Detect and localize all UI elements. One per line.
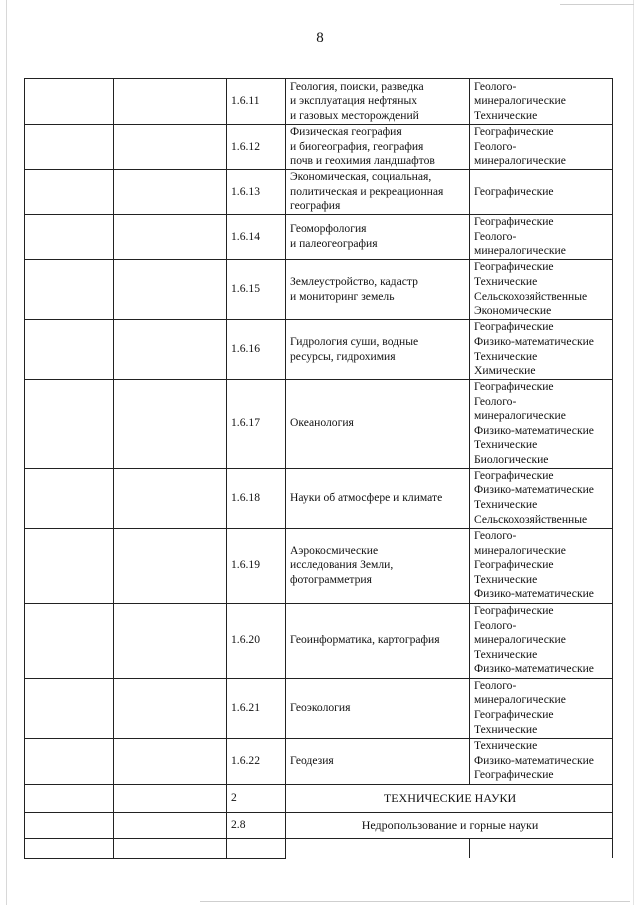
- specialty-name-line: и газовых месторождений: [290, 108, 419, 122]
- empty-cell: [114, 79, 227, 125]
- science-branch: минералогические: [474, 543, 566, 557]
- science-branch: Физико-математические: [474, 587, 594, 601]
- specialty-name: [286, 528, 470, 603]
- science-branch: Физико-математические: [474, 753, 594, 767]
- specialty-name-line: политическая и рекреационная: [290, 184, 444, 198]
- science-branch: Географические: [474, 558, 554, 572]
- specialty-row: [25, 215, 613, 260]
- empty-cell: [25, 528, 114, 603]
- empty-cell: [114, 170, 227, 215]
- trailing-row: [25, 838, 613, 858]
- science-branch: Экономические: [474, 304, 552, 318]
- science-branch: Геолого-: [474, 618, 517, 632]
- specialty-name-line: Экономическая, социальная,: [290, 170, 432, 184]
- science-branch: Технические: [474, 108, 538, 122]
- section-title: ТЕХНИЧЕСКИЕ НАУКИ: [286, 784, 613, 812]
- specialty-row: [25, 603, 613, 678]
- specialty-code: 1.6.12: [227, 125, 286, 170]
- science-branch: Географические: [474, 604, 554, 618]
- specialty-code: 1.6.16: [227, 320, 286, 380]
- specialty-code: 1.6.13: [227, 170, 286, 215]
- science-branch: Географические: [474, 184, 554, 198]
- empty-cell: [25, 320, 114, 380]
- specialty-row: [25, 320, 613, 380]
- subsection-title: Недропользование и горные науки: [286, 812, 613, 838]
- specialty-name: [286, 678, 470, 738]
- science-branch: Географические: [474, 708, 554, 722]
- specialty-name-line: исследования Земли,: [290, 558, 394, 572]
- science-branch: минералогические: [474, 409, 566, 423]
- science-branch: Физико-математические: [474, 662, 594, 676]
- specialty-row: [25, 678, 613, 738]
- specialty-name: [286, 380, 470, 469]
- science-branches: [470, 678, 613, 738]
- specialty-code: 1.6.17: [227, 380, 286, 469]
- science-branch: Технические: [474, 739, 538, 753]
- specialty-name: [286, 170, 470, 215]
- science-branch: Физико-математические: [474, 483, 594, 497]
- science-branches: [470, 125, 613, 170]
- empty-cell: [25, 678, 114, 738]
- specialty-name-line: Геоморфология: [290, 222, 367, 236]
- science-branch: Технические: [474, 647, 538, 661]
- science-branch: Химические: [474, 364, 536, 378]
- science-branch: Биологические: [474, 452, 549, 466]
- science-branch: Технические: [474, 572, 538, 586]
- specialty-name-line: Геология, поиски, разведка: [290, 79, 424, 93]
- science-branches: [470, 603, 613, 678]
- specialty-name-line: и биогеография, география: [290, 139, 424, 153]
- science-branches: [470, 528, 613, 603]
- specialty-name-line: Гидрология суши, водные: [290, 334, 419, 348]
- science-branches: [470, 468, 613, 528]
- specialty-code: 1.6.18: [227, 468, 286, 528]
- science-branch: Геолого-: [474, 529, 517, 543]
- science-branch: Геолого-: [474, 79, 517, 93]
- empty-cell: [25, 838, 114, 858]
- specialty-name-line: Науки об атмосфере и климате: [290, 490, 443, 504]
- specialty-code: 1.6.22: [227, 738, 286, 784]
- specialties-table: [24, 78, 613, 859]
- specialty-name-line: и эксплуатация нефтяных: [290, 94, 418, 108]
- subsection-row: [25, 812, 613, 838]
- empty-cell: [114, 678, 227, 738]
- science-branch: Геолого-: [474, 139, 517, 153]
- empty-cell: [114, 812, 227, 838]
- section-code: 2: [227, 784, 286, 812]
- specialty-name-line: Физическая география: [290, 125, 402, 139]
- empty-cell: [25, 603, 114, 678]
- specialty-name-line: Геоинформатика, картография: [290, 633, 440, 647]
- specialty-name: [286, 603, 470, 678]
- scan-edge-left: [6, 0, 7, 905]
- science-branch: Геолого-: [474, 229, 517, 243]
- science-branches: [470, 738, 613, 784]
- empty-cell: [227, 838, 286, 858]
- empty-cell: [114, 468, 227, 528]
- science-branch: Технические: [474, 498, 538, 512]
- specialty-row: [25, 125, 613, 170]
- empty-cell: [25, 812, 114, 838]
- specialty-row: [25, 79, 613, 125]
- specialty-name-line: фотограмметрия: [290, 572, 372, 586]
- empty-cell: [114, 528, 227, 603]
- science-branches: [470, 170, 613, 215]
- empty-cell: [25, 125, 114, 170]
- specialty-name: [286, 260, 470, 320]
- specialty-name: [286, 79, 470, 125]
- specialty-row: [25, 468, 613, 528]
- science-branch: Технические: [474, 349, 538, 363]
- science-branch: Географические: [474, 215, 554, 229]
- science-branch: Технические: [474, 438, 538, 452]
- empty-cell: [114, 320, 227, 380]
- science-branch: Технические: [474, 722, 538, 736]
- empty-cell: [286, 838, 470, 858]
- specialty-name-line: Геоэкология: [290, 700, 351, 714]
- science-branch: Географические: [474, 768, 554, 782]
- specialty-row: [25, 170, 613, 215]
- science-branch: Технические: [474, 274, 538, 288]
- scan-edge-top: [560, 4, 634, 5]
- empty-cell: [25, 79, 114, 125]
- specialty-name: [286, 738, 470, 784]
- specialty-code: 1.6.15: [227, 260, 286, 320]
- science-branches: [470, 320, 613, 380]
- specialty-code: 1.6.21: [227, 678, 286, 738]
- science-branch: Геолого-: [474, 394, 517, 408]
- scan-edge-right: [633, 0, 634, 905]
- science-branches: [470, 79, 613, 125]
- specialty-code: 1.6.20: [227, 603, 286, 678]
- specialty-name-line: Аэрокосмические: [290, 543, 379, 557]
- science-branch: минералогические: [474, 154, 566, 168]
- specialty-name-line: Геодезия: [290, 753, 334, 767]
- empty-cell: [25, 260, 114, 320]
- specialty-name: [286, 215, 470, 260]
- scan-edge-bottom: [200, 901, 630, 902]
- specialty-row: [25, 260, 613, 320]
- empty-cell: [25, 468, 114, 528]
- science-branch: минералогические: [474, 633, 566, 647]
- science-branch: Географические: [474, 380, 554, 393]
- empty-cell: [114, 125, 227, 170]
- specialty-name-line: ресурсы, гидрохимия: [290, 349, 396, 363]
- specialty-name-line: Землеустройство, кадастр: [290, 274, 418, 288]
- empty-cell: [25, 738, 114, 784]
- specialty-name-line: Океанология: [290, 416, 354, 430]
- science-branch: Физико-математические: [474, 334, 594, 348]
- empty-cell: [114, 260, 227, 320]
- specialty-name: [286, 468, 470, 528]
- specialty-name-line: и палеогеография: [290, 237, 378, 250]
- specialty-code: 1.6.19: [227, 528, 286, 603]
- empty-cell: [114, 784, 227, 812]
- empty-cell: [470, 838, 613, 858]
- science-branch: Географические: [474, 125, 554, 139]
- science-branch: Сельскохозяйственные: [474, 289, 588, 303]
- science-branch: Геолого-: [474, 678, 517, 692]
- science-branches: [470, 215, 613, 260]
- empty-cell: [25, 784, 114, 812]
- empty-cell: [114, 380, 227, 469]
- science-branch: Географические: [474, 260, 554, 274]
- specialty-code: 1.6.14: [227, 215, 286, 260]
- section-row: [25, 784, 613, 812]
- specialty-name: [286, 320, 470, 380]
- specialty-row: [25, 380, 613, 469]
- specialty-code: 1.6.11: [227, 79, 286, 125]
- page-number: 8: [316, 30, 324, 46]
- empty-cell: [25, 170, 114, 215]
- specialty-name-line: география: [290, 199, 341, 213]
- table-body: [25, 79, 613, 859]
- science-branch: Географические: [474, 320, 554, 334]
- science-branches: [470, 260, 613, 320]
- empty-cell: [25, 215, 114, 260]
- specialty-name-line: и мониторинг земель: [290, 289, 395, 303]
- empty-cell: [114, 603, 227, 678]
- science-branch: минералогические: [474, 693, 566, 707]
- science-branch: Физико-математические: [474, 423, 594, 437]
- specialty-name: [286, 125, 470, 170]
- science-branches: [470, 380, 613, 469]
- specialty-row: [25, 738, 613, 784]
- empty-cell: [114, 738, 227, 784]
- science-branch: минералогические: [474, 94, 566, 108]
- science-branch: Географические: [474, 468, 554, 482]
- science-branch: Сельскохозяйственные: [474, 512, 588, 526]
- science-branch: минералогические: [474, 244, 566, 258]
- specialty-row: [25, 528, 613, 603]
- empty-cell: [114, 215, 227, 260]
- empty-cell: [25, 380, 114, 469]
- empty-cell: [114, 838, 227, 858]
- subsection-code: 2.8: [227, 812, 286, 838]
- specialty-name-line: почв и геохимия ландшафтов: [290, 154, 435, 168]
